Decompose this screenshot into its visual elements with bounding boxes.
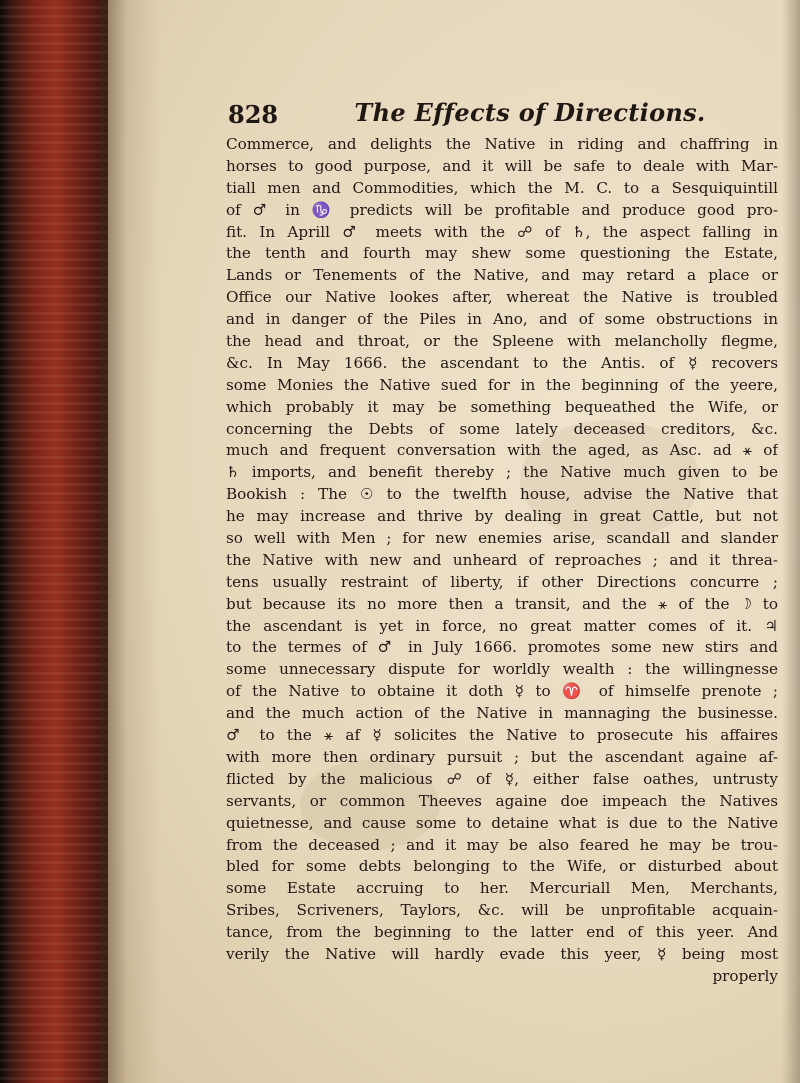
page-right-edge bbox=[782, 0, 800, 1083]
text-line: the head and throat, or the Spleene with melancholly flegme, bbox=[226, 332, 778, 351]
text-line: to the termes of ♂ in July 1666. promotes some new stirs and bbox=[226, 638, 778, 657]
page-header bbox=[220, 98, 776, 130]
catchword: properly bbox=[712, 966, 778, 985]
text-line: tance, from the beginning to the latter end of this yeer. And bbox=[226, 923, 778, 942]
text-line: and the much action of the Native in mannaging the businesse. bbox=[226, 704, 778, 723]
text-line: of the Native to obtaine it doth ☿ to ♈ of himselfe prenote ; bbox=[226, 682, 778, 701]
text-line: horses to good purpose, and it will be safe to deale with Mar- bbox=[226, 156, 778, 175]
text-line: tiall men and Commodities, which the M. C. to a Sesquiquintill bbox=[226, 178, 778, 197]
book-spine bbox=[0, 0, 112, 1083]
text-line: tens usually restraint of liberty, if other Directions concurre ; bbox=[226, 572, 778, 591]
text-line: and in danger of the Piles in Ano, and of some obstructions in bbox=[226, 310, 778, 329]
text-line: the tenth and fourth may shew some questioning the Estate, bbox=[226, 244, 778, 263]
text-line: Sribes, Scriveners, Taylors, &c. will be unprofitable acquain- bbox=[226, 901, 778, 920]
text-line: Commerce, and delights the Native in riding and chaffring in bbox=[226, 135, 778, 153]
text-line: some Monies the Native sued for in the beginning of the yeere, bbox=[226, 375, 778, 394]
text-line: Lands or Tenements of the Native, and may retard a place or bbox=[226, 266, 778, 285]
text-line: verily the Native will hardly evade this yeer, ☿ being most bbox=[226, 944, 778, 963]
text-line: fit. In Aprill ♂ meets with the ☍ of ♄, the aspect falling in bbox=[226, 222, 778, 241]
text-line: he may increase and thrive by dealing in great Cattle, but not bbox=[226, 507, 778, 526]
text-line: some unnecessary dispute for worldly wealth : the willingnesse bbox=[226, 660, 778, 679]
text-line: much and frequent conversation with the aged, as Asc. ad ⚹ of bbox=[226, 441, 778, 460]
text-line: &c. In May 1666. the ascendant to the Antis. of ☿ recovers bbox=[226, 353, 778, 372]
text-line: servants, or common Theeves againe doe impeach the Natives bbox=[226, 791, 778, 810]
running-title: The Effects of Directions. bbox=[354, 98, 706, 127]
text-line: so well with Men ; for new enemies arise, scandall and slander bbox=[226, 529, 778, 548]
text-line: from the deceased ; and it may be also feared he may be trou- bbox=[226, 835, 778, 854]
body-text bbox=[226, 134, 778, 988]
text-line: bled for some debts belonging to the Wife, or disturbed about bbox=[226, 857, 778, 876]
text-line: which probably it may be something bequeathed the Wife, or bbox=[226, 397, 778, 416]
text-line: some Estate accruing to her. Mercuriall Men, Merchants, bbox=[226, 879, 778, 898]
text-line: Bookish : The ☉ to the twelfth house, advise the Native that bbox=[226, 485, 778, 504]
text-line: the Native with new and unheard of reproaches ; and it threa- bbox=[226, 550, 778, 569]
text-line: of ♂ in ♑ predicts will be profitable and produce good pro- bbox=[226, 200, 778, 219]
text-line: but because its no more then a transit, and the ⚹ of the ☽ to bbox=[226, 594, 778, 613]
page-number: 828 bbox=[228, 100, 279, 129]
text-line: ♄ imports, and benefit thereby ; the Native much given to be bbox=[226, 463, 778, 482]
page-gutter-shadow bbox=[100, 0, 160, 1083]
text-line: with more then ordinary pursuit ; but the ascendant againe af- bbox=[226, 747, 778, 766]
text-line: ♂ to the ⚹ af ☿ solicites the Native to prosecute his affaires bbox=[226, 726, 778, 745]
text-line: the ascendant is yet in force, no great matter comes of it. ♃ bbox=[226, 616, 778, 635]
text-line: quietnesse, and cause some to detaine what is due to the Native bbox=[226, 813, 778, 832]
text-line: concerning the Debts of some lately deceased creditors, &c. bbox=[226, 419, 778, 438]
text-line: flicted by the malicious ☍ of ☿, either false oathes, untrusty bbox=[226, 769, 778, 788]
text-line: Office our Native lookes after, whereat the Native is troubled bbox=[226, 288, 778, 307]
